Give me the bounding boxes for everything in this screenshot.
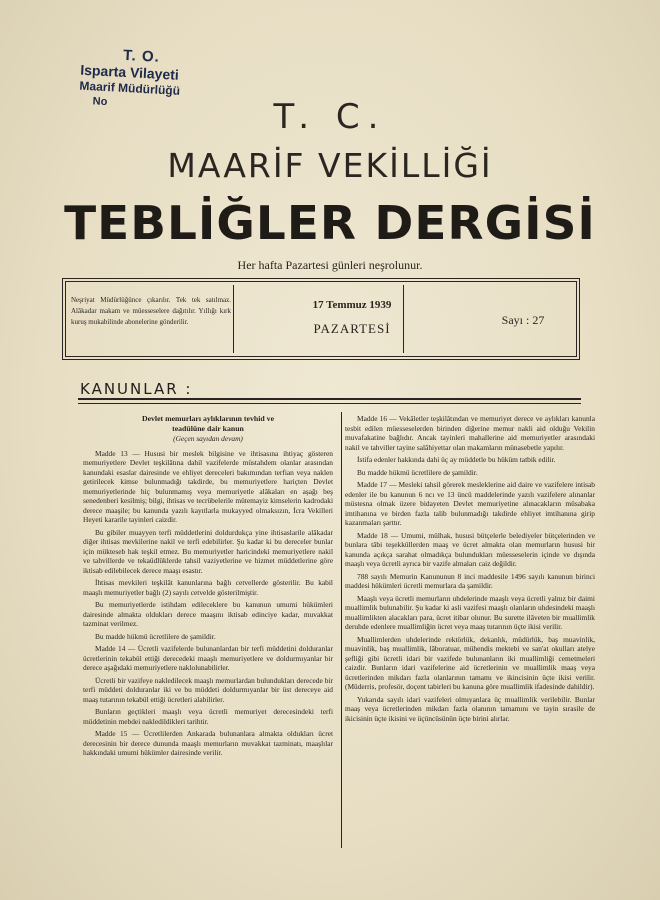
header-ministry: MAARİF VEKİLLİĞİ	[167, 146, 493, 185]
section-rule	[78, 398, 581, 400]
stamp-line-4: No	[92, 95, 108, 109]
issue-day: PAZARTESİ	[313, 321, 391, 336]
paragraph: Madde 15 — Ücretlilerden Ankarada bulunanlara almakta oldukları ücret derecesinin bir derece dununda maaşlı memurların muvakkat tazminatı, maaşlılar hakkındaki umumi hükümler dairesinde verilir.	[83, 729, 333, 757]
article-continued-note: (Geçen sayıdan devam)	[173, 434, 243, 443]
stamp-line-1: T. O.	[122, 46, 161, 66]
stamp-line-3: Maarif Müdürlüğü	[79, 78, 181, 98]
header-subtitle: Her hafta Pazartesi günleri neşrolunur.	[237, 258, 423, 272]
stamp-line-2: Isparta Vilayeti	[79, 61, 180, 83]
paragraph: 788 sayılı Memurin Kanununun 8 inci maddesile 1496 sayılı kanunun birinci maddesi hükümleri ücretli memurlara da şamildir.	[345, 571, 595, 590]
right-column	[345, 414, 595, 726]
header-tc: T. C.	[273, 97, 387, 137]
paragraph: İhtisas mevkileri teşkilât kanunlarına bağlı cetvellerde gösterilir. Bu kabil maaşlı memuriyetler bağlı (2) sayılı cetvelde gösterilmiştir.	[83, 578, 333, 597]
issue-date: 17 Temmuz 1939	[312, 299, 392, 311]
article-title-line-2: teadülüne dair kanun	[172, 423, 244, 433]
paragraph: Yukarıda sayılı idari vazifeleri olmıyanlara üç muallimlik verilebilir. Bunlar maaş veya ücretlerinden mikdarı fazla olanının tamamını ve tayin sırasile de ikicisinin üçte ikisini ve üçüncüsünün üçte birini alırlar.	[345, 694, 595, 723]
article-title-line-1: Devlet memurları aylıklarının tevhid ve	[141, 414, 275, 423]
info-box-divider	[403, 285, 404, 353]
section-rule-thin	[78, 403, 581, 404]
paragraph: Bu madde hükmü ücretlilere de şamildir.	[95, 631, 216, 641]
paragraph: İstifa edenler hakkında dahi üç ay müddetle bu hüküm tatbik edilir.	[357, 455, 556, 464]
paragraph: Maaşlı veya ücretli memurların uhdelerinde maaşlı veya ücretli yalnız bir daimi muallimlik bulunabilir. Şu kadar ki asli vazifesi maaşlı olanların uhdesindeki maaşlı muallimlikten alacakları para, ücret itibar olunur. Bu surette ilâveten bir muallimlik deruhde edenlere muallimliğin ücret veya maaş tutarının üçte ikisi verilir.	[345, 593, 595, 631]
paragraph: Ücretli bir vazifeye nakledilecek maaşlı memurlardan bulundukları derecede bir terfi müddeti dolduranlar iki ve bu müddeti doldurmıyanlar bir üst dereceye aid maaş tutarının tekabül ettiği ücretleri alabilirler.	[83, 675, 333, 704]
paragraph: Bu madde hükmü ücretlilere de şamildir.	[357, 467, 478, 477]
paragraph: Bu memuriyetlerde istihdam edilecеklere bu kanunun umumi hükümleri dairesinde almakta oldukları derece maaşını iktisab edinciye kadar, muvakkat tazminat verilmez.	[83, 600, 333, 628]
paragraph: Madde 18 — Umumi, mülhak, hususi bütçelerle belediyeler bütçelerinden ve bunlara tâbi teşekküllerden maaş ve ücret almakta olan memurların hususi bir kanunda açıkça sarahat olmadıkça bulundukları müesseselerin içinde ve dışında maaşlı veya ücretli ayrıca bir vazife almaları caiz değildir.	[345, 530, 595, 568]
issue-info-box	[62, 278, 580, 360]
paragraph: Madde 14 — Ücretli vazifelerde bulunanlardan bir terfi müddetini dolduranlar ücretlerinin tekabül ettiği derecedeki maaşlı memuriyetlere ve doldurmıyanlar bir derece aşağıdaki memuriyetlere naklolunabilirler.	[83, 644, 333, 672]
paragraph: Bunların geçtikleri maaşlı veya ücretli memuriyet derecesindeki terfi müddetinin mebdei nakledildikleri tarihtir.	[83, 707, 333, 726]
paragraph: Bu gibiler muayyen terfi müddetlerini doldurdukça yine ihtisaslarile alâkadar diğer ihtisas mevkilerine nakil ve terfi edebilirler. Şu kadar ki bu dereceler bunlar için mükteseb hak teşkil etmez. Bu memuriyetler haricindeki memuriyetlere nakil ve tahvillerde ve tekaüdlüklerde tahsil vaziyetlerine ve hizmet müddetlerine göre iktisab edilebilecek derece maaşı esastır.	[83, 527, 333, 575]
publication-note: Neşriyat Müdürlüğünce çıkarılır. Tek tek satılmaz. Alâkadar makam ve müesseselere dağıtılır. Yıllığı kırk kuruş mukabilinde abonelerine gönderilir.	[71, 296, 231, 326]
paragraph: Muallimlerden uhdelerinde rektörlük, dekanlık, müdürlük, baş muavinlik, muavinlik, baş muallimlik, lâboratuar, mühendis mektebi ve san'at okulları atelye şefliği gibi ücretli idari bir vazifede bulunanların iki muallimliği cemetmeleri caizdir. Bunların idari vazifelerine aid ücretlerinin ve muallimlik maaş veya ücretlerinden mikdarı fazla olanlarının tamamı ve ikincisinin üçte ikisi verilir. (Müderris, profesör, doçent tabirleri bu kanuna göre muallimlik ifadesinde dahildir).	[345, 634, 595, 691]
header-title: TEBLİĞLER DERGİSİ	[64, 196, 596, 250]
paragraph: Madde 16 — Vekâletler teşkilâtından ve memuriyet derece ve aylıkları kanunla tesbit edilen müesseselerden birinden diğerine memur nakli aid olduğu Vekilin muvafakatine bağlıdır. Ancak tayinleri mahallerine aid memuriyetler arasındaki nakil ve tahviller tayine salâhiyettar olan makamların münasebetle yapılır.	[345, 414, 595, 452]
paragraph: Madde 17 — Mesleki tahsil görerek mesleklerine aid daire ve vazifelere intisab edenler ile bu kanunun 6 ncı ve 13 üncü maddelerinde yazılı vazifelere alınanlar müstesna olmak üzere bidayeten Devlet memuriyetine alınacakların müsabaka imtihanına ve birden fazla talib bulunmadığı takdirde ehliyet imtihanına girip kazanmaları şarttır.	[345, 480, 595, 527]
info-box-divider	[233, 285, 234, 353]
column-separator	[341, 412, 342, 848]
left-column	[83, 414, 333, 761]
paragraph: Madde 13 — Hususi bir meslek bilgisine ve ihtisasına ihtiyaç gösteren memuriyetlere Devlet teşkilâtına dahil vazifelerde müstahdem olanlar arasından kanundaki esaslar dairesinde ve ehliyet dereceleri bakımından terfian veya naklen getirilecek kimse bulunmadığı takdirde, bu memuriyetlere hariçten Devlet memuriyetlerinde hiç bulunmamış veya memuriyetle alâkaları en aşağı beş senedenberi kesilmiş; bilgi, ihtisas ve tecrübelerile mütemayiz kimselerin kadrodaki derece maaşile; bu kanunda yazılı kayıtlarla mukayyed olmaksızın, İcra Vekilleri Heyeti kararile tayinleri caizdir.	[83, 448, 333, 524]
section-title: KANUNLAR :	[80, 380, 193, 398]
issue-number: Sayı : 27	[501, 313, 545, 327]
